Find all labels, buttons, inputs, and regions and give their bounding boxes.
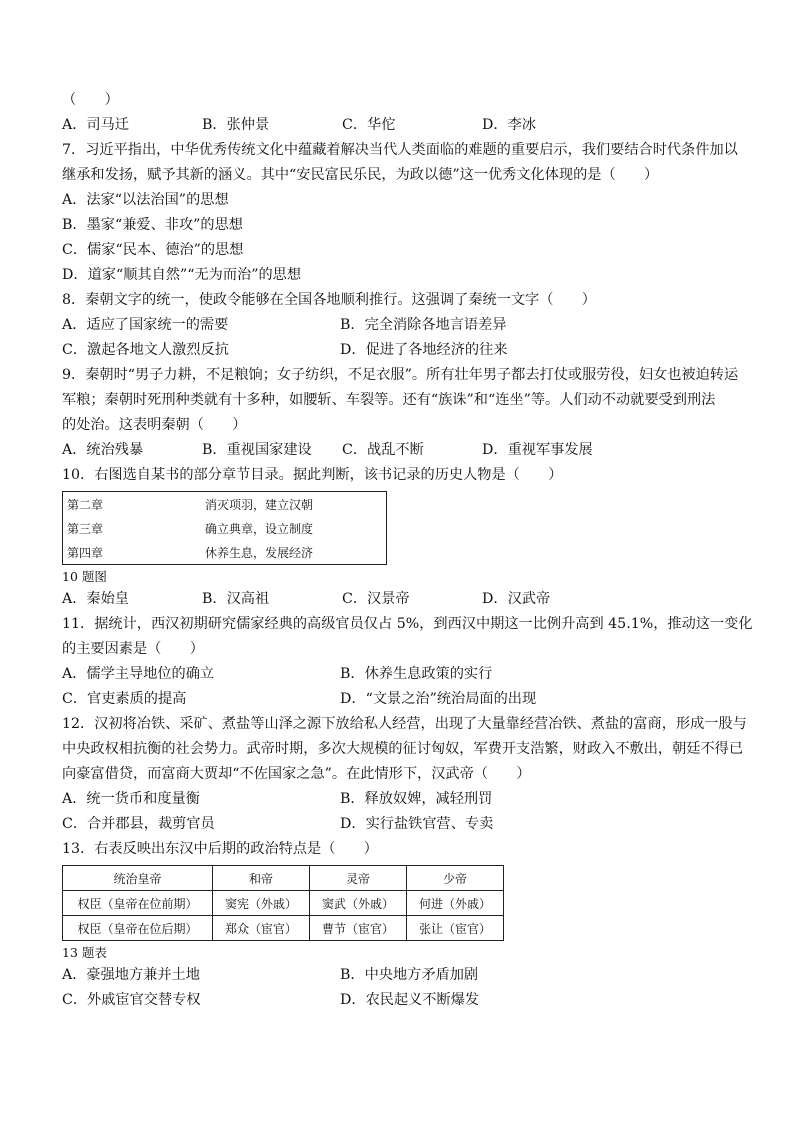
q10-option-d: D．汉武帝 [482, 591, 551, 607]
q13-table [62, 865, 504, 941]
q13-table-caption: 13 题表 [62, 945, 107, 960]
table-cell: 权臣（皇帝在位后期） [63, 916, 213, 941]
q13-option-a: A．豪强地方兼并土地 [62, 967, 200, 983]
q6-options [62, 113, 742, 138]
table-row [63, 916, 504, 941]
q12-options-row-1 [62, 787, 742, 812]
q13-option-c: C．外戚宦官交替专权 [62, 992, 201, 1008]
table-header-row [63, 866, 504, 891]
q11-options-row-2 [62, 687, 742, 712]
q9-stem-line-1: 9．秦朝时“男子力耕，不足粮饷；女子纺织，不足衣服”。所有壮年男子都去打仗或服劳役，妇女也被迫转运 [62, 367, 739, 383]
q13-option-d: D．农民起义不断爆发 [340, 992, 480, 1008]
table-header-cell: 少帝 [407, 866, 504, 891]
q12-stem-line-2: 中央政权相抗衡的社会势力。武帝时期，多次大规模的征讨匈奴，军费开支浩繁，财政入不敷出，朝廷不得已 [62, 741, 744, 757]
q11-options-row-1 [62, 662, 742, 687]
table-row [63, 891, 504, 916]
q13-option-b: B．中央地方矛盾加剧 [340, 967, 479, 983]
q8-option-a: A．适应了国家统一的需要 [62, 317, 229, 333]
toc-title: 确立典章，设立制度 [205, 521, 314, 536]
q6-option-d: D．李冰 [482, 117, 536, 133]
toc-chapter: 第三章 [67, 521, 104, 536]
table-cell: 曹节（宦官） [310, 916, 407, 941]
table-cell: 郑众（宦官） [213, 916, 310, 941]
q9-stem-line-3: 的处治。这表明秦朝（ ） [62, 417, 247, 433]
q9-option-c: C．战乱不断 [342, 442, 424, 458]
q12-option-a: A．统一货币和度量衡 [62, 791, 200, 807]
q12-stem-line-3: 向豪富借贷，而富商大贾却“不佐国家之急”。在此情形下，汉武帝（ ） [62, 766, 531, 782]
toc-chapter: 第二章 [67, 497, 104, 512]
q11-stem-line-2: 的主要因素是（ ） [62, 641, 204, 657]
q9-option-b: B．重视国家建设 [202, 442, 312, 458]
q10-toc-figure [62, 491, 387, 565]
q11-stem-line-1: 11．据统计，西汉初期研究儒家经典的高级官员仅占 5%，到西汉中期这一比例升高到 45.1%，推动这一变化 [62, 616, 753, 632]
q13-options-row-1 [62, 963, 742, 988]
q6-option-a: A．司马迁 [62, 117, 129, 133]
q7-option-c: C．儒家“民本、德治”的思想 [62, 242, 244, 258]
toc-row [63, 492, 387, 517]
exam-page [62, 88, 753, 1013]
q8-option-d: D．促进了各地经济的往来 [340, 342, 508, 358]
toc-chapter: 第四章 [67, 545, 104, 560]
q8-stem: 8．秦朝文字的统一，使政令能够在全国各地顺利推行。这强调了秦统一文字（ ） [62, 292, 596, 308]
q9-stem-line-2: 军粮；秦朝时死刑种类就有十多种，如腰斩、车裂等。还有“族诛”和“连坐”等。人们动不动就要受到刑法 [62, 392, 716, 408]
q8-option-b: B．完全消除各地言语差异 [340, 317, 507, 333]
q11-option-a: A．儒学主导地位的确立 [62, 666, 215, 682]
q12-option-c: C．合并郡县，裁剪官员 [62, 816, 215, 832]
toc-title: 消灭项羽，建立汉朝 [205, 497, 314, 512]
q8-option-c: C．激起各地文人激烈反抗 [62, 342, 229, 358]
q9-options [62, 438, 742, 463]
q7-option-a: A．法家“以法治国”的思想 [62, 192, 229, 208]
q7-option-b: B．墨家“兼爱、非攻”的思想 [62, 217, 243, 233]
q10-option-c: C．汉景帝 [342, 591, 410, 607]
table-header-cell: 统治皇帝 [63, 866, 213, 891]
q12-options-row-2 [62, 812, 742, 837]
q6-tail: （ ） [62, 92, 119, 108]
q8-options-row-2 [62, 338, 742, 363]
q7-option-d: D．道家“顺其自然”“无为而治”的思想 [62, 267, 302, 283]
q9-option-a: A．统治残暴 [62, 442, 144, 458]
table-header-cell: 灵帝 [310, 866, 407, 891]
q10-stem: 10．右图选自某书的部分章节目录。据此判断，该书记录的历史人物是（ ） [62, 467, 563, 483]
table-header-cell: 和帝 [213, 866, 310, 891]
table-cell: 何进（外戚） [407, 891, 504, 916]
q10-option-b: B．汉高祖 [202, 591, 270, 607]
q11-option-d: D．“文景之治”统治局面的出现 [340, 691, 537, 707]
q7-stem-line-2: 继承和发扬，赋予其新的涵义。其中“安民富民乐民，为政以德”这一优秀文化体现的是（ ） [62, 167, 659, 183]
q6-option-c: C．华佗 [342, 117, 396, 133]
table-cell: 权臣（皇帝在位前期） [63, 891, 213, 916]
q12-option-d: D．实行盐铁官营、专卖 [340, 816, 494, 832]
q12-option-b: B．释放奴婢，减轻刑罚 [340, 791, 493, 807]
q7-stem-line-1: 7．习近平指出，中华优秀传统文化中蕴藏着解决当代人类面临的难题的重要启示，我们要结合时代条件加以 [62, 142, 738, 158]
toc-row [63, 540, 387, 565]
table-cell: 窦武（外戚） [310, 891, 407, 916]
q12-stem-line-1: 12．汉初将冶铁、采矿、煮盐等山泽之源下放给私人经营，出现了大量靠经营冶铁、煮盐的富商，形成一股与 [62, 716, 747, 732]
toc-title: 休养生息，发展经济 [205, 545, 314, 560]
table-cell: 张让（宦官） [407, 916, 504, 941]
q13-options-row-2 [62, 988, 742, 1013]
table-cell: 窦宪（外戚） [213, 891, 310, 916]
q10-option-a: A．秦始皇 [62, 591, 129, 607]
q9-option-d: D．重视军事发展 [482, 442, 593, 458]
q13-stem: 13．右表反映出东汉中后期的政治特点是（ ） [62, 841, 378, 857]
q11-option-b: B．休养生息政策的实行 [340, 666, 493, 682]
toc-row [63, 516, 387, 540]
q11-option-c: C．官吏素质的提高 [62, 691, 187, 707]
q8-options-row-1 [62, 313, 742, 338]
q6-option-b: B．张仲景 [202, 117, 270, 133]
q10-options [62, 587, 742, 612]
q10-figure-caption: 10 题图 [62, 569, 107, 584]
